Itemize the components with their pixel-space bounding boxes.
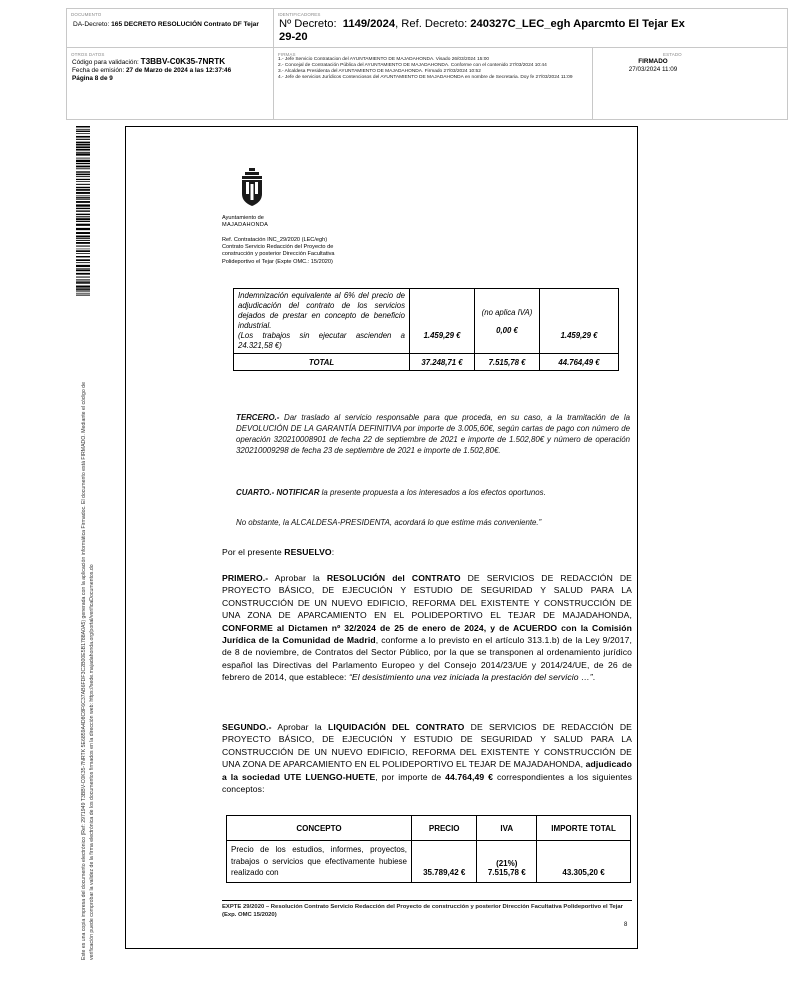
primero-text: DE SERVICIOS DE REDACCIÓN DE PROYECTO BÁSICO, DE EJECUCIÓN Y ESTUDIO DE SEGURIDAD Y SALUD PARA LA CONSTRUCCIÓN DE UN NUEVO EDIFICIO, REFORMA DEL EXISTENTE Y CONSTRUCCIÓN DE UNA ZONA DE APARCAMIENTO EN EL POLIDEPORTIVO EL TEJAR DE MAJADAHONDA, [222,573,632,621]
iva-value: 7.515,78 € [487,867,526,877]
decreto-label: Nº Decreto: [279,18,337,30]
estado-value: FIRMADO [638,58,668,65]
precio-cell: 1.459,29 € [410,289,475,354]
firma-item: 2.- Concejal de Contratación Pública del AYUNTAMIENTO DE MAJADAHONDA. Conforme con el contenido 27/03/2024 10:44 [278,63,547,69]
estado-info [598,58,708,73]
segundo-paragraph [222,721,632,795]
codigo-validacion [72,58,231,67]
ref-label: , Ref. Decreto: [395,18,468,30]
tercero-label: TERCERO.- [236,413,280,422]
reference-line: Ref. Contratación INC_29/2020 (LEC/egh) [222,237,328,243]
total-row [234,354,619,371]
documento-caption: DOCUMENTO [71,12,102,17]
total-label: TOTAL [234,354,410,371]
segundo-text: , por importe de [375,771,446,782]
fecha-label: Fecha de emisión: [72,67,125,74]
closing-paragraph: No obstante, la ALCALDESA-PRESIDENTA, acordará lo que estime más conveniente.” [236,518,542,527]
pagina-indicator: Página 8 de 9 [72,75,113,82]
otros-caption: OTROS DATOS [71,52,105,57]
side-legend-line: Este es una copia impresa del documento electrónico (Ref: 2971949 T3BBV-C0K35-7NRTK 5E6859A4D8C8F6C37AB6FDF3C2B00E5B1788A0A5) generada con la aplicación informática Firmadoc. El documento está FIRMADO. Mediante el código de [81,382,87,960]
documento-name [73,20,271,29]
segundo-bold: adjudicado a la sociedad UTE LUENGO-HUETE [222,759,632,782]
resuelvo-prefix: Por el presente [222,547,285,557]
table-row [227,841,631,883]
iva-note: (no aplica IVA) [481,307,533,317]
segundo-bold: LIQUIDACIÓN DEL CONTRATO [328,722,465,732]
primero-text: Aprobar la [268,573,327,583]
logo-line1: Ayuntamiento de [222,215,264,221]
side-verification-legend [80,300,96,960]
segundo-text: Aprobar la [271,722,328,732]
otros-datos [72,58,231,83]
municipality-logo [222,168,308,228]
firmas-caption: FIRMAS [278,52,296,57]
estado-caption: ESTADO [663,52,682,57]
tercero-paragraph [236,412,630,456]
reference-line: Contrato Servicio Redacción del Proyecto de [222,244,334,251]
liquidation-table [226,815,631,883]
table-header-row [227,816,631,841]
indemnization-note: (Los trabajos sin ejecutar ascienden a 24.321,58 €) [238,331,405,350]
concepto-cell: Precio de los estudios, informes, proyectos, trabajos o servicios que efectivamente hubiese realizado con [227,841,412,883]
firma-item: 3.- Alcaldesa Presidenta del AYUNTAMIENTO DE MAJADAHONDA. Firmado 27/03/2024 10:52 [278,69,481,75]
resuelvo-heading [222,546,632,558]
firma-item: 1.- Jefe Servicio Contratacion del AYUNTAMIENTO DE MAJADAHONDA. Visado 26/03/2024 15:00 [278,57,490,62]
firma-item: 4.- Jefe de servicios Jurídicos Contenciosos del AYUNTAMIENTO DE MAJADAHONDA en nombre de Secretaria. Doy fe 27/03/2024 11:09 [278,75,573,81]
firmas-list [278,57,598,81]
column-header: CONCEPTO [227,816,412,841]
primero-paragraph [222,572,632,684]
iva-cell [477,841,537,883]
footer-divider [222,900,632,901]
iva-cell [475,289,540,354]
importe-cell: 1.459,29 € [540,289,619,354]
documento-title: 165 DECRETO RESOLUCIÓN Contrato DF Tejar [111,21,259,28]
segundo-label: SEGUNDO.- [222,722,272,732]
total-importe: 44.764,49 € [540,354,619,371]
total-precio: 37.248,71 € [410,354,475,371]
resuelvo-suffix: : [331,547,335,557]
side-legend-line: verificación puede comprobar la validez de la firma electrónica de los documentos firmados en la dirección web: https://sede.majadahonda.org/portal/verificaDocumentos.do [89,564,95,960]
segundo-bold: 44.764,49 € [445,771,494,782]
cuarto-paragraph [236,487,630,498]
total-iva: 7.515,78 € [475,354,540,371]
column-header: IVA [477,816,537,841]
iva-value: 0,00 € [496,325,518,335]
header-top-row [67,9,787,48]
fecha-emision [72,67,231,75]
resuelvo-word: RESUELVO [284,547,332,557]
identificadores-cell [274,9,787,47]
primero-quote: “El desistimiento una vez iniciada la prestación del servicio …” [348,672,593,683]
reference-line: Polideportivo el Tejar (Expte OMC.: 15/2020) [222,258,333,265]
identificadores-caption: IDENTIFICADORES [278,12,321,17]
table-row [234,289,619,354]
tercero-text: Dar traslado al servicio responsable para que proceda, en su caso, a la tramitación de la DEVOLUCIÓN DE LA GARANTÍA DEFINITIVA por importe de 3.005,60€, según cartas de pago con número de operación 320210008901 de fecha 22 de septiembre de 2021 e importe de 1.502,80€ y número de operación 320210009298 de fecha 23 de septiembre de 2021 e importe de 1.502,80€. [236,413,630,455]
estado-date: 27/03/2024 11:09 [628,65,678,73]
cuarto-label: CUARTO.- NOTIFICAR [236,488,320,497]
segundo-text: correspondientes a los siguientes conceptos: [222,771,632,795]
segundo-text: DE SERVICIOS DE REDACCIÓN DE PROYECTO BÁSICO, DE EJECUCIÓN Y ESTUDIO DE SEGURIDAD Y SALUD PARA LA CONSTRUCCIÓN DE UN NUEVO EDIFICIO, REFORMA DEL EXISTENTE Y CONSTRUCCIÓN DE UNA ZONA DE APARCAMIENTO EN EL POLIDEPORTIVO EL TEJAR DE MAJADAHONDA, [222,722,632,770]
documento-cell [67,9,274,47]
primero-bold: CONFORME al Dictamen nº 32/2024 de 25 de enero de 2024, y de ACUERDO con la Comisión Jurídica de la Comunidad de Madrid [222,622,632,646]
table-cell [234,289,410,354]
fecha-value: 27 de Marzo de 2024 a las 12:37:46 [126,67,232,74]
decreto-identifier [279,18,699,44]
cuarto-text: la presente propuesta a los interesados a los efectos oportunos. [319,488,546,497]
contract-reference [222,237,372,266]
documento-prefix: DA-Decreto: [73,21,110,28]
indemnization-description: Indemnización equivalente al 6% del precio de adjudicación del contrato de los servicios dejados de prestar en concepto de beneficio industrial. [238,291,405,330]
column-header: IMPORTE TOTAL [537,816,631,841]
iva-pct: (21%) [496,858,518,868]
primero-text: , conforme a lo previsto en el artículo 313.1.b) de la Ley 9/2017, de 8 de noviembre, de Contratos del Sector Público, por la que se transponen al ordenamiento jurídico español las Directivas del Parlamento Europeo y del Consejo 2014/23/UE y 2014/24/UE, de 26 de febrero de 2014, que establece: [222,635,632,683]
precio-cell: 35.789,42 € [412,841,477,883]
column-header: PRECIO [412,816,477,841]
decreto-number: 1149/2024 [342,18,396,30]
ref-value: 240327C_LEC_egh Aparcmto El Tejar Ex 29-20 [279,18,685,43]
indemnization-table [233,288,619,371]
reference-line: construcción y posterior Dirección Facultativa [222,251,335,258]
primero-bold: RESOLUCIÓN del CONTRATO [326,573,461,583]
primero-text: . [592,672,596,683]
primero-label: PRIMERO.- [222,573,269,583]
coat-of-arms-icon [237,168,267,210]
logo-caption [222,215,308,228]
codigo-label: Código para validación: [72,59,139,66]
page-footer: EXPTE 29/2020 – Resolución Contrato Servicio Redacción del Proyecto de construcción y posterior Dirección Facultativa Polideportivo el Tejar (Exp. OMC 15/2020) [222,904,623,919]
logo-line2: MAJADAHONDA [222,221,269,228]
importe-cell: 43.305,20 € [537,841,631,883]
codigo-value: T3BBV-C0K35-7NRTK [140,57,226,66]
page-number: 8 [624,922,628,928]
barcode [76,126,90,296]
